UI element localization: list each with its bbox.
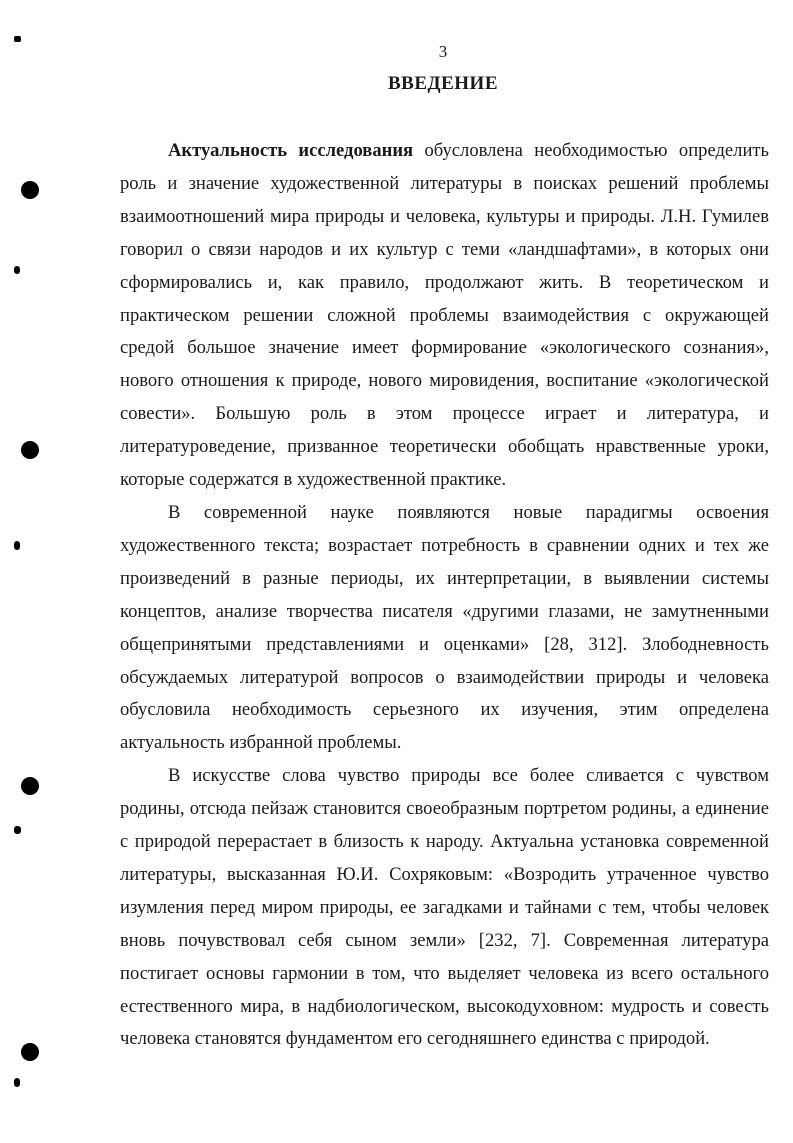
paragraph [120,497,769,760]
scan-mark [14,266,20,274]
scan-mark [14,541,20,550]
page-number: 3 [438,42,448,61]
paragraph [120,760,769,1056]
paragraph-text: В искусстве слова чувство природы все более сливается с чувством родины, отсюда пейзаж становится своеобразным портретом родины, а единение с природой перерастает в близость к народу. Актуальна установка современной литературы, высказанная Ю.И. Сохряковым: «Возродить утраченное чувство изумления перед миром природы, ее загадками и тайнами с тем, чтобы человек вновь почувствовал себя сыном земли» [232, 7]. Современная литература постигает основы гармонии в том, что выделяет человека из всего остального естественного мира, в надбиологическом, высокодуховном: мудрость и совесть человека становятся фундаментом его сегодняшнего единства с природой. [120,765,769,1050]
binder-hole [21,441,39,459]
scan-mark [14,826,21,834]
binder-hole [21,181,39,199]
paragraph-lead: Актуальность исследования [168,140,414,161]
scan-mark [14,1078,20,1087]
page-title: ВВЕДЕНИЕ [388,73,498,94]
binder-hole [21,777,39,795]
binder-hole [21,1043,39,1061]
paragraph-text: В современной науке появляются новые парадигмы освоения художественного текста; возрастает потребность в сравнении одних и тех же произведений в разные периоды, их интерпретации, в выявлении системы концептов, анализе творчества писателя «другими глазами, не замутненными общепринятыми представлениями и оценками» [28, 312]. Злободневность обсуждаемых литературой вопросов о взаимодействии природы и человека обусловила необходимость серьезного их изучения, этим определена актуальность избранной проблемы. [120,501,769,754]
paragraph-text: обусловлена необходимостью определить роль и значение художественной литературы в поисках решений проблемы взаимоотношений мира природы и человека, культуры и природы. Л.Н. Гумилев говорил о связи народов и их культур с теми «ландшафтами», в которых они сформировались и, как правило, продолжают жить. В теоретическом и практическом решении сложной проблемы взаимодействия с окружающей средой большое значение имеет формирование «экологического сознания», нового отношения к природе, нового мировидения, воспитание «экологической совести». Большую роль в этом процессе играет и литература, и литературоведение, призванное теоретически обобщать нравственные уроки, которые содержатся в художественной практике. [120,140,769,491]
body-text [120,135,769,1056]
paragraph [120,135,769,497]
